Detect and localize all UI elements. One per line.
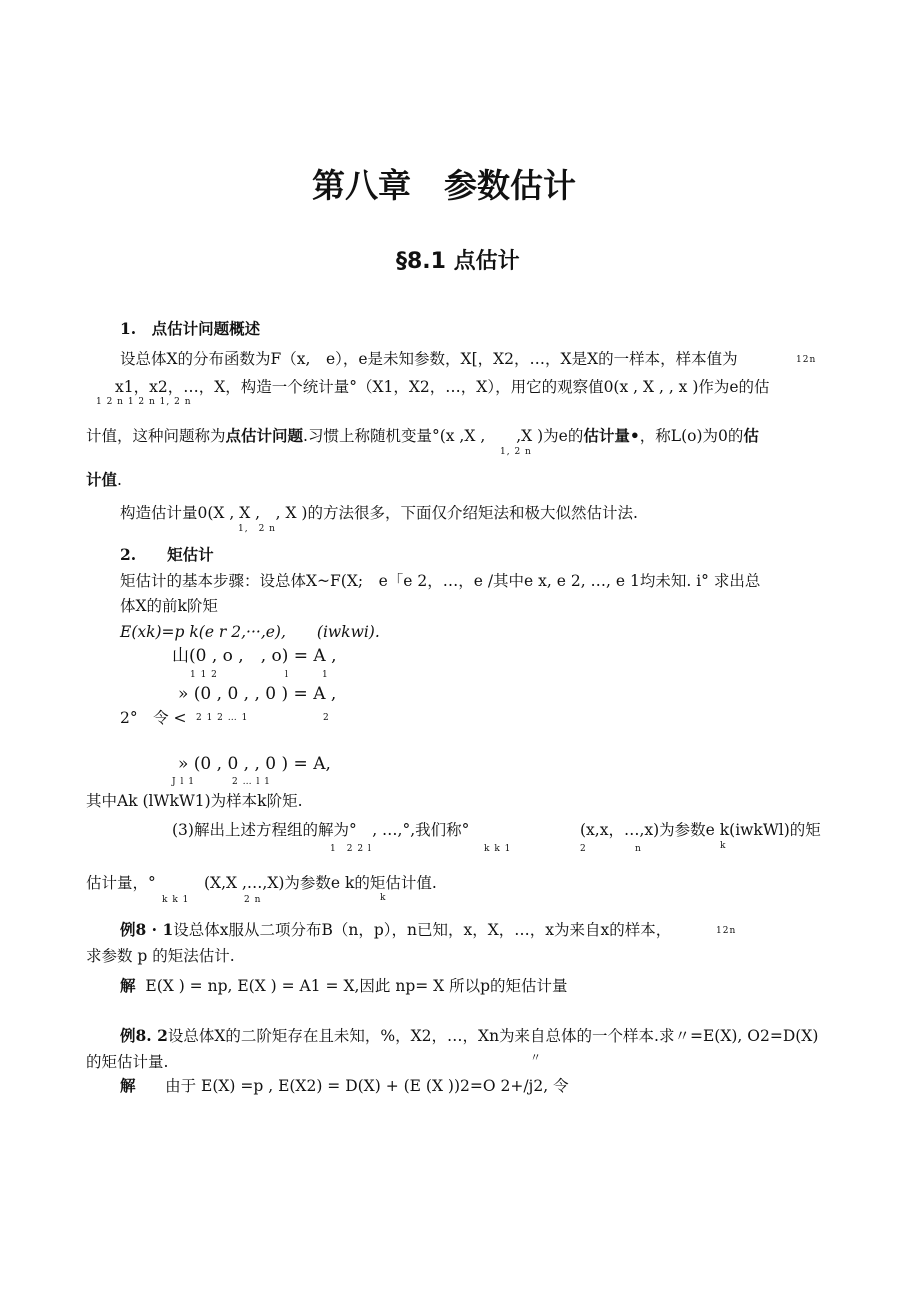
para1-line3-e: ，称L(o)为0的: [639, 427, 744, 445]
example-8-1-line2: 求参数 p 的矩法估计.: [86, 947, 235, 965]
heading-point-estimation: 1. 点估计问题概述: [120, 319, 261, 338]
para5-sub-a: 1 2 2 l: [330, 844, 372, 854]
para1-line3-c: .习惯上称随机变量°(x ,X , ,X )为e的: [303, 427, 584, 445]
para2-sub: 1, 2 n: [238, 524, 276, 534]
chapter-title: 第八章 参数估计: [312, 166, 576, 205]
section-title: §8.1 点估计: [396, 249, 520, 274]
para6-b: (X,X ,…,X)为参数e k的矩估计值.: [204, 874, 437, 892]
term-estimate-start: 估: [743, 426, 759, 445]
equation-system-row3: » (0 , 0 , , 0 ) = A,: [178, 754, 331, 774]
example-8-1-sub: 12n: [716, 926, 737, 936]
para3-line2: 体X的前k阶矩: [120, 597, 218, 615]
example-8-2: [120, 1026, 818, 1046]
para5-b: (x,x，…,x)为参数e k(iwkWl)的矩: [580, 821, 821, 839]
para5-sub-d: n: [635, 844, 642, 854]
solution-8-1-text: E(X ) = np, E(X ) = A1 = X,因此 np= X 所以p的矩估计量: [145, 977, 568, 995]
para1-line2: x1，x2，…，X，构造一个统计量°（X1，X2，…，X），用它的观察值0(x , X , , x )作为e的估: [115, 378, 770, 396]
example-8-2-mark: 〃: [530, 1051, 541, 1064]
para6-sub-c: k: [380, 893, 387, 903]
para3-line1: 矩估计的基本步骤：设总体X~F(X; e「e 2，…，e /其中e x, e 2, …, e 1均未知. i° 求出总: [120, 572, 761, 590]
para1-line1: 设总体X的分布函数为F（x, e），e是未知参数，X[，X2，…，X是X的一样本，样本值为: [120, 350, 738, 368]
example-8-2-text: 设总体X的二阶矩存在且未知，%，X2，…，Xn为来自总体的一个样本.求〃=E(X), O2=D(X): [167, 1027, 819, 1045]
para5-a: (3)解出上述方程组的解为° , …,°,我们称°: [172, 821, 470, 839]
term-estimate-end: 计值: [86, 470, 118, 489]
solution-8-2: [120, 1076, 569, 1096]
solution-8-2-text: 由于 E(X) =p , E(X2) = D(X) + (E (X ))2=O 2+/j2, 令: [165, 1077, 569, 1095]
equation-step2-label: 2° 令 <: [120, 709, 187, 727]
para1-line1-sub: 12n: [796, 355, 817, 365]
equation-row2-sub: 2: [323, 713, 330, 723]
para4: 其中Ak (lWkW1)为样本k阶矩.: [86, 792, 303, 810]
para2: 构造估计量0(X , X , , X )的方法很多，下面仅介绍矩法和极大似然估计法.: [120, 504, 638, 522]
para1-line3: [86, 426, 759, 446]
example-8-1-text: 设总体x服从二项分布B（n，p），n已知，x，X，…，x为来自x的样本，: [173, 921, 672, 939]
example-8-2-line2: 的矩估计量.: [86, 1053, 169, 1071]
para1-line3-a: 计值，这种问题称为: [86, 427, 226, 445]
equation-step2-sub: 2 1 2 … 1: [196, 713, 249, 723]
para5-sub-c: 2: [580, 844, 587, 854]
solution-8-2-label: 解: [120, 1076, 136, 1095]
example-8-2-label: 例8. 2: [120, 1026, 168, 1045]
equation-moments: E(xk)=p k(e r 2,···,e), (iwkwi).: [120, 623, 380, 641]
equation-row1-sub-b: l: [285, 670, 289, 680]
term-point-estimation-problem: 点估计问题: [225, 426, 304, 445]
equation-system-row2: » (0 , 0 , , 0 ) = A ,: [178, 684, 337, 704]
para1-line2-sub: 1 2 n 1 2 n 1, 2 n: [96, 397, 192, 407]
para6-a: 估计量，°: [86, 874, 156, 892]
equation-row1-sub-a: 1 1 2: [190, 670, 218, 680]
para5-sub-b: k k 1: [484, 844, 512, 854]
example-8-1-label: 例8 · 1: [120, 920, 174, 939]
para5-sub-e: k: [720, 841, 727, 851]
equation-system-row1: 山(0 , o , , o) = A ,: [172, 646, 337, 666]
para1-line3-sub: 1, 2 n: [500, 447, 532, 457]
equation-row1-sub-c: 1: [322, 670, 329, 680]
solution-8-1: [120, 976, 568, 996]
example-8-1: [120, 920, 671, 940]
equation-row3-sub-b: 2 … l 1: [232, 777, 271, 787]
para6-sub-b: 2 n: [244, 895, 262, 905]
para1-line4: [86, 470, 122, 490]
para1-line4-period: .: [117, 471, 122, 489]
term-estimator: 估计量•: [583, 426, 640, 445]
heading-moment-estimation: 2. 矩估计: [120, 545, 214, 564]
para6-sub-a: k k 1: [162, 895, 190, 905]
equation-row3-sub-a: J l 1: [172, 777, 195, 787]
solution-8-1-label: 解: [120, 976, 136, 995]
